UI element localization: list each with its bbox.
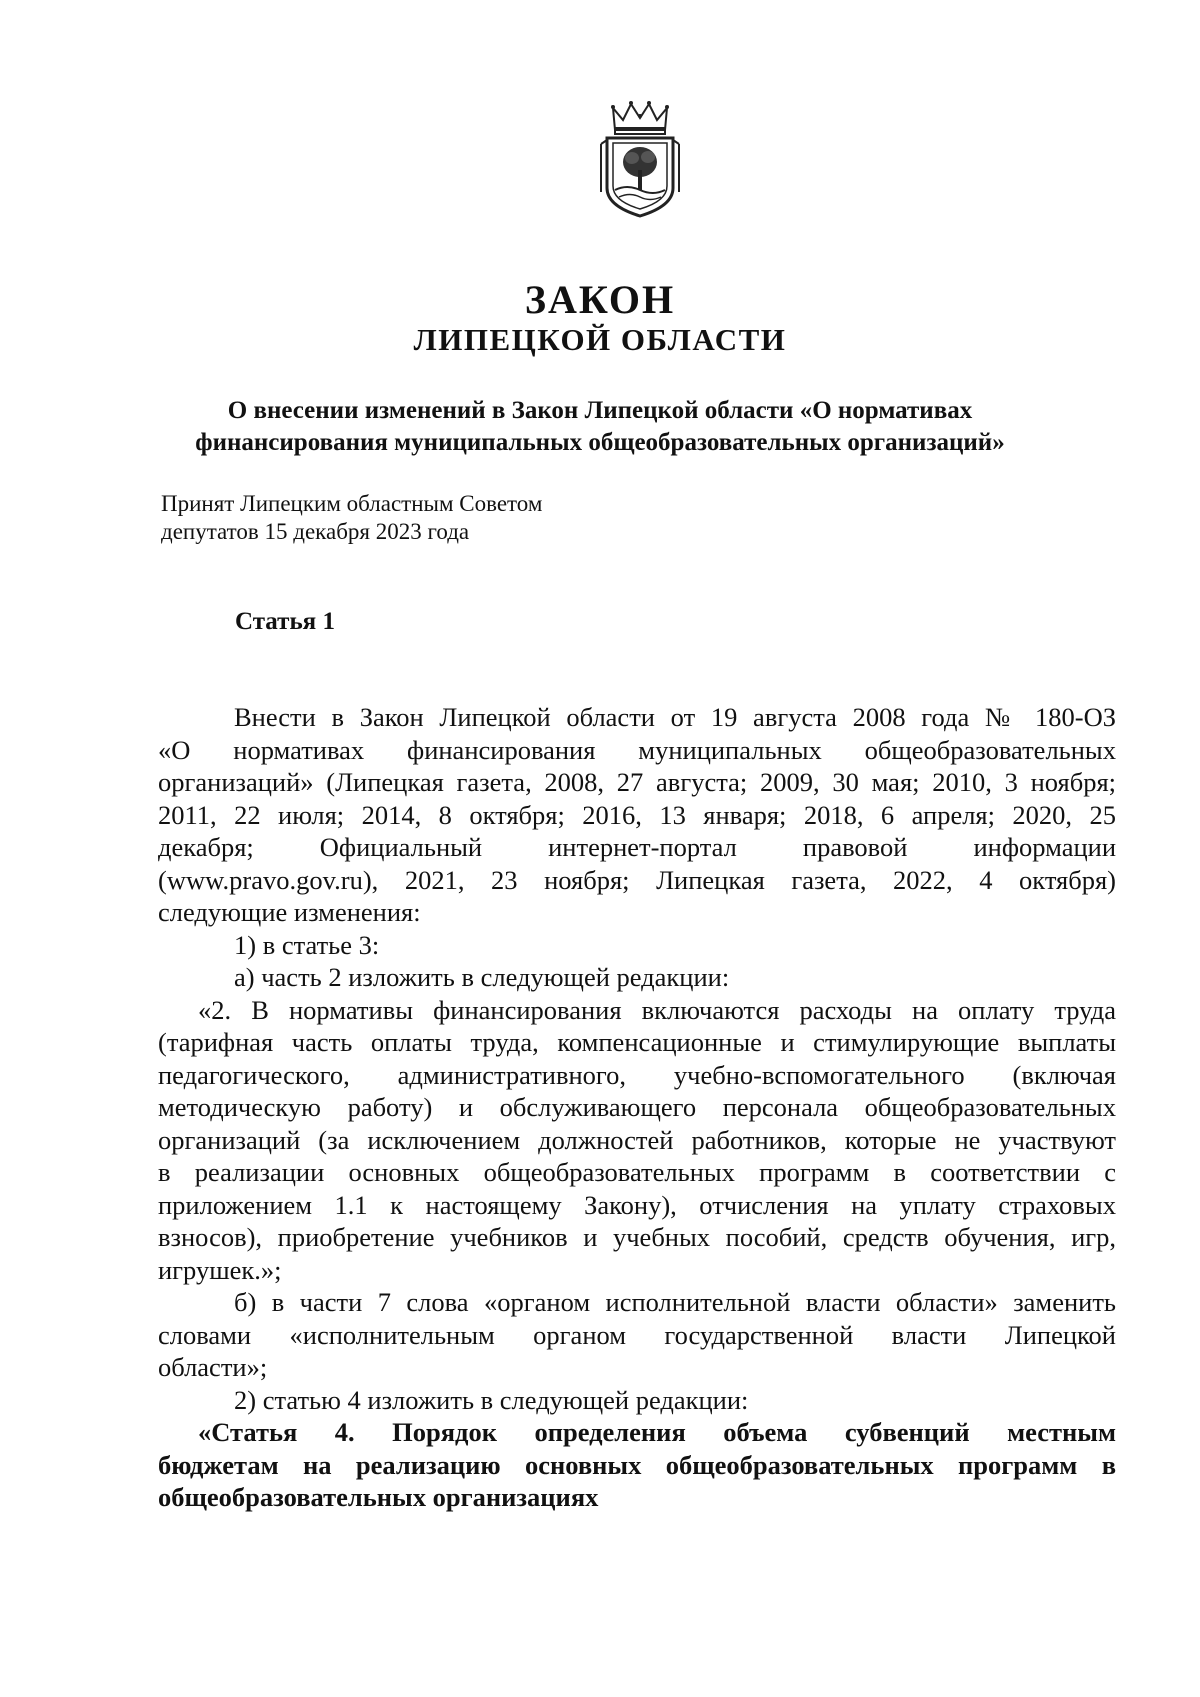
body-line: «2. В нормативы финансирования включаются расходы на оплату труда	[198, 994, 1116, 1025]
law-subject-line: финансирования муниципальных общеобразовательных организаций»	[195, 429, 1005, 456]
adoption-note	[161, 490, 542, 546]
document-subtitle: ЛИПЕЦКОЙ ОБЛАСТИ	[413, 322, 787, 357]
article-heading: Статья 1	[235, 608, 335, 635]
body-line: взносов), приобретение учебников и учебных пособий, средств обучения, игр,	[158, 1222, 1116, 1252]
body-line: области»;	[158, 1352, 268, 1382]
body-line: 2) статью 4 изложить в следующей редакции:	[234, 1384, 749, 1415]
body-line: б) в части 7 слова «органом исполнительной власти области» заменить	[234, 1287, 1116, 1317]
body-line: (www.pravo.gov.ru), 2021, 23 ноября; Липецкая газета, 2022, 4 октября)	[158, 864, 1116, 895]
body-line: организаций» (Липецкая газета, 2008, 27 августа; 2009, 30 мая; 2010, 3 ноября;	[158, 767, 1116, 797]
body-line: организаций (за исключением должностей работников, которые не участвуют	[158, 1124, 1116, 1155]
body-line: (тарифная часть оплаты труда, компенсационные и стимулирующие выплаты	[158, 1027, 1116, 1057]
body-line: декабря; Официальный интернет-портал правовой информации	[158, 832, 1116, 862]
adoption-line: Принят Липецким областным Советом	[161, 491, 543, 516]
body-line: педагогического, административного, учебно-вспомогательного (включая	[158, 1059, 1116, 1090]
document-title: ЗАКОН	[524, 277, 676, 322]
body-line-bold: бюджетам на реализацию основных общеобразовательных программ в	[158, 1449, 1116, 1480]
law-subject	[150, 395, 1050, 459]
lipetsk-coat-of-arms-icon	[597, 100, 683, 218]
body-line: методическую работу) и обслуживающего персонала общеобразовательных	[158, 1092, 1116, 1122]
body-line: следующие изменения:	[158, 897, 421, 927]
body-line: Внести в Закон Липецкой области от 19 августа 2008 года № 180-ОЗ	[234, 702, 1116, 732]
body-line-bold: общеобразовательных организациях	[158, 1482, 599, 1512]
law-subject-line: О внесении изменений в Закон Липецкой области «О нормативах	[227, 397, 973, 424]
body-line: в реализации основных общеобразовательных программ в соответствии с	[158, 1157, 1116, 1187]
body-line: «О нормативах финансирования муниципальных общеобразовательных	[158, 734, 1116, 765]
body-line: 2011, 22 июля; 2014, 8 октября; 2016, 13 января; 2018, 6 апреля; 2020, 25	[158, 799, 1116, 830]
body-line: игрушек.»;	[158, 1254, 282, 1285]
adoption-line: депутатов 15 декабря 2023 года	[161, 519, 470, 544]
body-line-bold: «Статья 4. Порядок определения объема субвенций местным	[198, 1417, 1116, 1447]
body-line: 1) в статье 3:	[234, 929, 380, 960]
body-line: словами «исполнительным органом государственной власти Липецкой	[158, 1319, 1116, 1350]
body-line: а) часть 2 изложить в следующей редакции:	[234, 962, 730, 992]
body-line: приложением 1.1 к настоящему Закону), отчисления на уплату страховых	[158, 1189, 1116, 1220]
article-body	[158, 701, 1116, 1514]
